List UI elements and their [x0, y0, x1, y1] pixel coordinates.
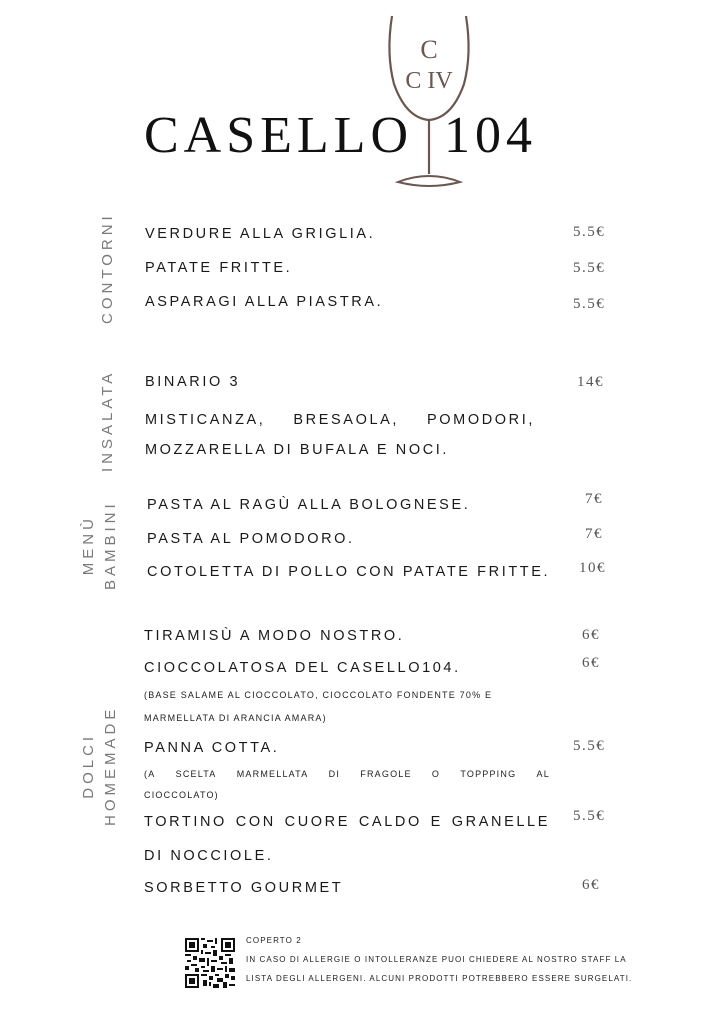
menu-item-name: DI NOCCIOLE.	[144, 848, 274, 864]
menu-item-price: 5.5€	[573, 296, 606, 312]
menu-item-name: SORBETTO GOURMET	[144, 880, 344, 896]
allergy-notice-line1: IN CASO DI ALLERGIE O INTOLLERANZE PUOI CHIEDERE AL NOSTRO STAFF LA	[246, 955, 627, 964]
menu-item-price: 5.5€	[573, 738, 606, 754]
brand-name-right: 104	[444, 107, 537, 164]
menu-item-price: 6€	[582, 627, 600, 643]
insalata-description-line2: MOZZARELLA DI BUFALA E NOCI.	[145, 442, 450, 458]
insalata-title: BINARIO 3	[145, 374, 241, 390]
menu-item-price: 5.5€	[573, 808, 606, 824]
menu-item-name: COTOLETTA DI POLLO CON PATATE FRITTE.	[147, 564, 551, 580]
insalata-price: 14€	[577, 374, 604, 390]
logo-letters-civ: C IV	[405, 68, 453, 94]
menu-item-price: 7€	[585, 526, 603, 542]
menu-item-price: 7€	[585, 491, 603, 507]
menu-item-name: TORTINO CON CUORE CALDO E GRANELLE	[144, 814, 550, 830]
menu-item-name: PANNA COTTA.	[144, 740, 280, 756]
brand-name-left: CASELLO	[144, 107, 413, 164]
menu-item-price: 6€	[582, 877, 600, 893]
menu-item-note: CIOCCOLATO)	[144, 790, 219, 800]
coperto-text: COPERTO 2	[246, 936, 302, 945]
section-label-dolci: DOLCI HOMEMADE	[80, 705, 119, 826]
menu-item-name: VERDURE ALLA GRIGLIA.	[145, 226, 376, 242]
menu-item-name: ASPARAGI ALLA PIASTRA.	[145, 294, 384, 310]
section-label-insalata: INSALATA	[99, 369, 116, 472]
qr-code-icon[interactable]	[185, 938, 235, 988]
menu-item-name: TIRAMISÙ A MODO NOSTRO.	[144, 628, 405, 644]
menu-item-name: PASTA AL POMODORO.	[147, 531, 355, 547]
menu-item-name: PATATE FRITTE.	[145, 260, 293, 276]
menu-item-note: (BASE SALAME AL CIOCCOLATO, CIOCCOLATO FONDENTE 70% E	[144, 690, 493, 700]
menu-item-note: MARMELLATA DI ARANCIA AMARA)	[144, 713, 327, 723]
menu-item-price: 10€	[579, 560, 606, 576]
logo-letter-c: C	[420, 35, 438, 64]
insalata-description-line1: MISTICANZA, BRESAOLA, POMODORI,	[145, 412, 535, 428]
section-label-contorni: CONTORNI	[99, 212, 116, 324]
menu-item-price: 6€	[582, 655, 600, 671]
menu-item-price: 5.5€	[573, 260, 606, 276]
allergy-notice-line2: LISTA DEGLI ALLERGENI. ALCUNI PRODOTTI POTREBBERO ESSERE SURGELATI.	[246, 974, 633, 983]
menu-item-note: (A SCELTA MARMELLATA DI FRAGOLE O TOPPPING AL	[144, 769, 550, 779]
section-label-bambini: MENÙ BAMBINI	[80, 500, 119, 590]
menu-item-price: 5.5€	[573, 224, 606, 240]
menu-item-name: CIOCCOLATOSA DEL CASELLO104.	[144, 660, 461, 676]
menu-item-name: PASTA AL RAGÙ ALLA BOLOGNESE.	[147, 497, 471, 513]
